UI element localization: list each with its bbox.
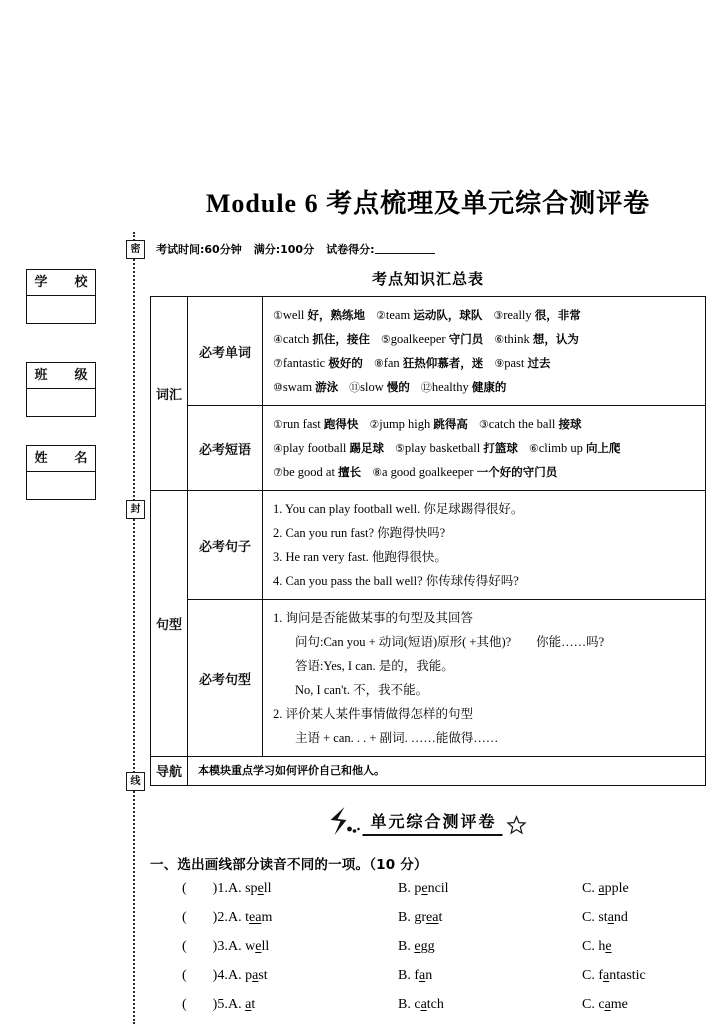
page-title — [150, 0, 706, 220]
key-patterns-content — [263, 600, 706, 757]
question-row — [150, 939, 706, 968]
seal-mark-xian: 线 — [126, 772, 145, 791]
table-row — [151, 757, 706, 786]
sentence-line: 1. You can play football well. 你足球踢得很好。 — [273, 502, 524, 516]
name-label: 姓 名 — [27, 446, 95, 472]
answer-bracket[interactable]: ( )1. — [182, 880, 228, 896]
exam-sheet — [150, 0, 706, 1026]
category-sentence-patterns: 句型 — [151, 491, 188, 757]
class-fill-field[interactable] — [27, 389, 95, 416]
subcategory-key-sentences: 必考句子 — [188, 491, 263, 600]
option-a[interactable]: A. team — [228, 909, 273, 925]
option-c[interactable]: C. stand — [582, 909, 628, 925]
page-title-module: Module 6 — [205, 189, 319, 218]
answer-bracket[interactable]: ( )2. — [182, 909, 228, 925]
student-info-class — [26, 362, 96, 417]
option-b[interactable]: B. fan — [398, 967, 433, 983]
option-a[interactable]: A. past — [228, 967, 268, 983]
exam-meta — [150, 241, 706, 257]
key-sentences-content — [263, 491, 706, 600]
sentence-line: 4. Can you pass the ball well? 你传球传得好吗? — [273, 574, 519, 588]
subcategory-key-patterns: 必考句型 — [188, 600, 263, 757]
school-label: 学 校 — [27, 270, 95, 296]
knowledge-table — [150, 296, 706, 786]
section-one-heading: 一、选出画线部分读音不同的一项。（10 分） — [150, 856, 428, 873]
pattern-line: No, I can't. 不，我不能。 — [295, 683, 429, 697]
score-blank-field[interactable] — [375, 242, 435, 254]
answer-bracket[interactable]: ( )4. — [182, 967, 228, 983]
name-fill-field[interactable] — [27, 472, 95, 499]
pattern-line: 主语 + can. . . + 副词. ……能做得…… — [295, 731, 499, 745]
seal-mark-feng: 封 — [126, 500, 145, 519]
option-b[interactable]: B. egg — [398, 938, 435, 954]
question-row — [150, 910, 706, 939]
option-c[interactable]: C. he — [582, 938, 612, 954]
exam-time: 考试时间:60分钟 — [156, 243, 242, 256]
pattern-line: 2. 评价某人某件事情做得怎样的句型 — [273, 707, 474, 721]
question-row — [150, 881, 706, 910]
sentence-line: 2. Can you run fast? 你跑得快吗? — [273, 526, 446, 540]
word-line: ⑦fantastic 极好的 ⑧fan 狂热仰慕者，迷 ⑨past 过去 — [273, 356, 551, 370]
option-b[interactable]: B. great — [398, 909, 443, 925]
answer-bracket[interactable]: ( )5. — [182, 996, 228, 1012]
star-burst-icon — [328, 806, 362, 836]
question-row — [150, 997, 706, 1026]
subcategory-key-words: 必考单词 — [188, 297, 263, 406]
seal-mark-mi: 密 — [126, 240, 145, 259]
pattern-line: 问句:Can you + 动词(短语)原形( +其他)? 你能……吗? — [295, 635, 605, 649]
option-b[interactable]: B. pencil — [398, 880, 449, 896]
phrase-line: ⑦be good at 擅长 ⑧a good goalkeeper 一个好的守门员 — [273, 465, 558, 479]
phrase-line: ④play football 踢足球 ⑤play basketball 打篮球 ⑥climb up 向上爬 — [273, 441, 621, 455]
full-score: 满分:100分 — [253, 243, 315, 256]
navigation-content: 本模块重点学习如何评价自己和他人。 — [188, 757, 706, 786]
option-a[interactable]: A. at — [228, 996, 256, 1012]
word-line: ①well 好，熟练地 ②team 运动队，球队 ③really 很，非常 — [273, 308, 581, 322]
option-c[interactable]: C. came — [582, 996, 628, 1012]
sentence-line: 3. He ran very fast. 他跑得很快。 — [273, 550, 447, 564]
phrase-line: ①run fast 跑得快 ②jump high 跳得高 ③catch the ball 接球 — [273, 417, 582, 431]
student-info-school — [26, 269, 96, 324]
score-label: 试卷得分: — [326, 243, 375, 256]
student-info-name — [26, 445, 96, 500]
seal-dotted-line — [133, 232, 135, 1024]
school-fill-field[interactable] — [27, 296, 95, 323]
table-row — [151, 297, 706, 406]
question-list — [150, 881, 706, 1026]
table-row — [151, 406, 706, 491]
word-line: ④catch 抓住，接住 ⑤goalkeeper 守门员 ⑥think 想，认为 — [273, 332, 579, 346]
option-b[interactable]: B. catch — [398, 996, 444, 1012]
category-vocabulary: 词汇 — [151, 297, 188, 491]
option-c[interactable]: C. apple — [582, 880, 629, 896]
option-c[interactable]: C. fantastic — [582, 967, 646, 983]
pattern-line: 1. 询问是否能做某事的句型及其回答 — [273, 611, 474, 625]
category-navigation: 导航 — [151, 757, 188, 786]
key-words-content — [263, 297, 706, 406]
unit-test-title: 单元综合测评卷 — [362, 809, 502, 836]
class-label: 班 级 — [27, 363, 95, 389]
word-line: ⑩swam 游泳 ⑪slow 慢的 ⑫healthy 健康的 — [273, 380, 507, 394]
subcategory-key-phrases: 必考短语 — [188, 406, 263, 491]
pattern-line: 答语:Yes, I can. 是的，我能。 — [295, 659, 454, 673]
key-phrases-content — [263, 406, 706, 491]
knowledge-table-caption: 考点知识汇总表 — [371, 270, 484, 288]
option-a[interactable]: A. spell — [228, 880, 272, 896]
unit-test-banner — [150, 806, 706, 840]
table-row — [151, 491, 706, 600]
answer-bracket[interactable]: ( )3. — [182, 938, 228, 954]
page-title-cn: 考点梳理及单元综合测评卷 — [326, 189, 651, 219]
option-a[interactable]: A. well — [228, 938, 270, 954]
question-row — [150, 968, 706, 997]
star-outline-icon — [506, 814, 528, 836]
table-row — [151, 600, 706, 757]
